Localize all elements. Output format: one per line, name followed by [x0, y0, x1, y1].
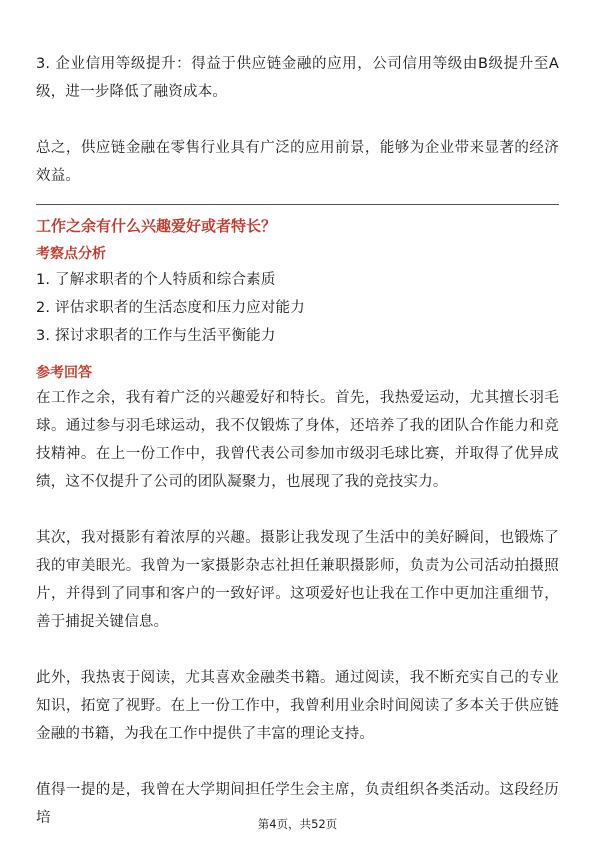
- page-footer: 第4页，共52页: [257, 817, 338, 831]
- list-item: 2. 评估求职者的生活态度和压力应对能力: [36, 300, 305, 316]
- answer-paragraph-student-union: 值得一提的是，我曾在大学期间担任学生会主席，负责组织各类活动。这段经历培: [36, 782, 559, 826]
- answer-paragraph-photography: 其次，我对摄影有着浓厚的兴趣。摄影让我发现了生活中的美好瞬间，也锻炼了我的审美眼光。我曾为一家摄影杂志社担任兼职摄影师，负责为公司活动拍摄照片，并得到了同事和客户的一致好评。这项爱好也让我在工作中更加注重细节，善于捕捉关键信息。: [36, 530, 559, 630]
- answer-heading: 参考回答: [36, 365, 92, 381]
- analysis-heading: 考察点分析: [36, 246, 106, 262]
- intro-paragraph-conclusion: 总之，供应链金融在零售行业具有广泛的应用前景，能够为企业带来显著的经济效益。: [36, 140, 559, 184]
- answer-paragraph-sports: 在工作之余，我有着广泛的兴趣爱好和特长。首先，我热爱运动，尤其擅长羽毛球。通过参与羽毛球运动，我不仅锻炼了身体，还培养了我的团队合作能力和竞技精神。在上一份工作中，我曾代表公司参加市级羽毛球比赛，并取得了优异成绩，这不仅提升了公司的团队凝聚力，也展现了我的竞技实力。: [36, 390, 559, 490]
- answer-body: [36, 384, 559, 860]
- question-heading: 工作之余有什么兴趣爱好或者特长？: [36, 217, 277, 235]
- answer-paragraph-reading: 此外，我热衷于阅读，尤其喜欢金融类书籍。通过阅读，我不断充实自己的专业知识，拓宽了视野。在上一份工作中，我曾利用业余时间阅读了多本关于供应链金融的书籍，为我在工作中提供了丰富的理论支持。: [36, 670, 559, 742]
- document-page: [36, 0, 559, 842]
- section-divider: [36, 204, 559, 205]
- analysis-list: [36, 266, 305, 350]
- intro-paragraph-credit-rating: 3. 企业信用等级提升：得益于供应链金融的应用，公司信用等级由B级提升至A级，进一步降低了融资成本。: [36, 56, 559, 100]
- list-item: 1. 了解求职者的个人特质和综合素质: [36, 272, 276, 288]
- list-item: 3. 探讨求职者的工作与生活平衡能力: [36, 328, 276, 344]
